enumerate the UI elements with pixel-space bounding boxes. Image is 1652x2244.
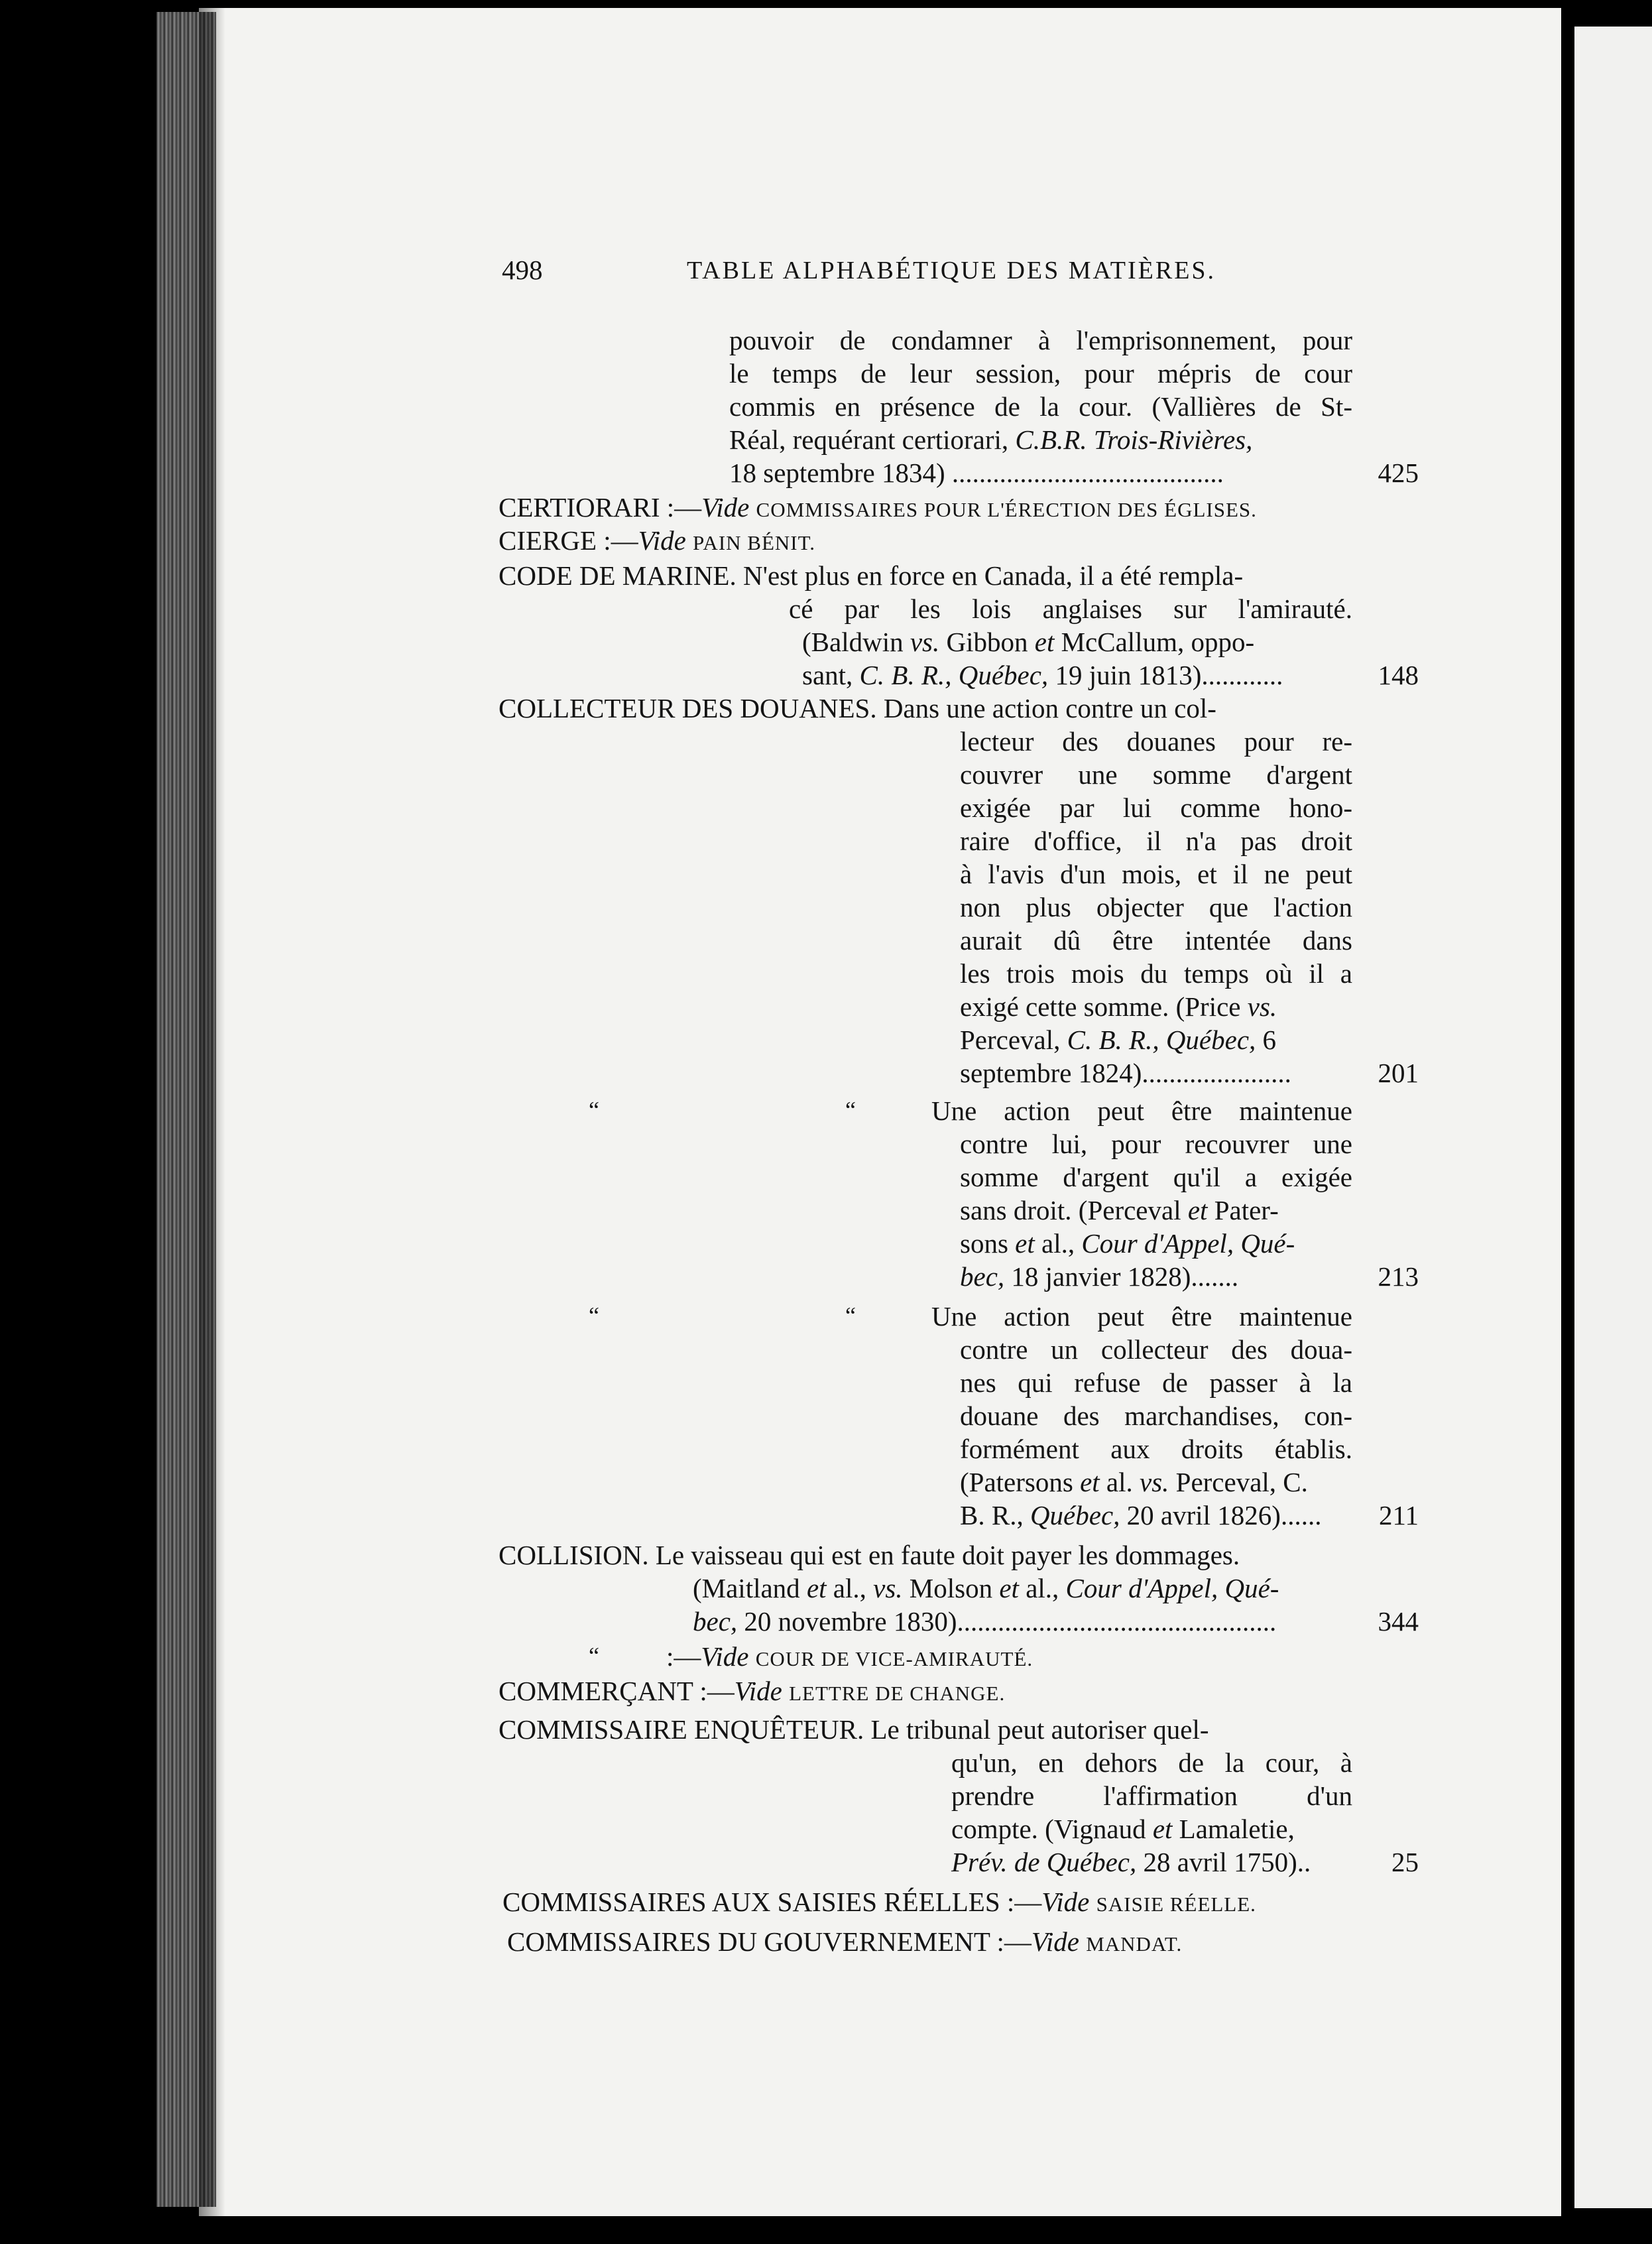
- citation-line: (Patersons et al. vs. Perceval, C.: [960, 1467, 1308, 1497]
- ditto-mark: “: [589, 1302, 599, 1329]
- adjacent-page-edge: [1574, 27, 1652, 2208]
- text-line: lecteur des douanes pour re-: [960, 726, 1352, 757]
- page-reference: 148: [1378, 660, 1419, 690]
- text-line: non plus objecter que l'action: [960, 892, 1352, 922]
- cross-reference-line: :—Vide COUR DE VICE-AMIRAUTÉ.: [666, 1641, 1033, 1672]
- text-line: raire d'office, il n'a pas droit: [960, 826, 1352, 856]
- page-number: 498: [502, 255, 543, 285]
- ditto-mark: “: [589, 1097, 599, 1123]
- citation-line: bec, 18 janvier 1828).......: [960, 1261, 1239, 1292]
- page-reference: 201: [1378, 1058, 1419, 1088]
- index-entry-certiorari: CERTIORARI :—Vide COMMISSAIRES POUR L'ÉRECTION DES ÉGLISES.: [499, 492, 1257, 523]
- text-line: les trois mois du temps où il a: [960, 958, 1352, 989]
- index-entry-cierge: CIERGE :—Vide PAIN BÉNIT.: [499, 525, 815, 556]
- citation-line: sant, C. B. R., Québec, 19 juin 1813)............: [802, 660, 1283, 690]
- page-reference: 25: [1391, 1847, 1419, 1877]
- page-reference: 211: [1379, 1500, 1419, 1530]
- text-line: couvrer une somme d'argent: [960, 759, 1352, 790]
- citation-line: Réal, requérant certiorari, C.B.R. Trois-Rivières,: [729, 424, 1253, 455]
- text-line: nes qui refuse de passer à la: [960, 1367, 1352, 1398]
- text-line: formément aux droits établis.: [960, 1434, 1352, 1464]
- text-line: Une action peut être maintenue: [931, 1301, 1352, 1332]
- text-line: à l'avis d'un mois, et il ne peut: [960, 859, 1352, 889]
- text-line: le temps de leur session, pour mépris de cour: [729, 358, 1352, 389]
- text-line: Une action peut être maintenue: [931, 1095, 1352, 1126]
- citation-line: Perceval, C. B. R., Québec, 6: [960, 1025, 1277, 1055]
- page-reference: 344: [1378, 1606, 1419, 1637]
- citation-line: compte. (Vignaud et Lamaletie,: [951, 1814, 1295, 1844]
- ditto-mark: “: [589, 1643, 599, 1669]
- text-line: douane des marchandises, con-: [960, 1401, 1352, 1431]
- page-reference: 213: [1378, 1261, 1419, 1292]
- text-line: aurait dû être intentée dans: [960, 925, 1352, 956]
- index-entry-collision: COLLISION. Le vaisseau qui est en faute doit payer les dommages.: [499, 1540, 1240, 1570]
- index-entry-commercant: COMMERÇANT :—Vide LETTRE DE CHANGE.: [499, 1676, 1006, 1706]
- text-line: contre un collecteur des doua-: [960, 1334, 1352, 1365]
- index-entry-commissaire-enqueteur: COMMISSAIRE ENQUÊTEUR. Le tribunal peut autoriser quel-: [499, 1714, 1209, 1745]
- text-line: qu'un, en dehors de la cour, à: [951, 1747, 1352, 1778]
- index-entry-saisies-reelles: COMMISSAIRES AUX SAISIES RÉELLES :—Vide SAISIE RÉELLE.: [502, 1887, 1256, 1917]
- text-line: commis en présence de la cour. (Vallières de St-: [729, 391, 1352, 422]
- text-line: pouvoir de condamner à l'emprisonnement, pour: [729, 325, 1352, 355]
- citation-line: exigé cette somme. (Price vs.: [960, 991, 1277, 1022]
- citation-line: B. R., Québec, 20 avril 1826)......: [960, 1500, 1322, 1530]
- citation-line: bec, 20 novembre 1830)...............................................: [693, 1606, 1277, 1637]
- citation-line: (Baldwin vs. Gibbon et McCallum, oppo-: [802, 627, 1255, 657]
- text-line: somme d'argent qu'il a exigée: [960, 1162, 1352, 1192]
- ditto-mark: “: [845, 1097, 856, 1123]
- ditto-mark: “: [845, 1302, 856, 1329]
- binding-shadow: [199, 8, 225, 2216]
- page-gutter: [1561, 0, 1574, 2244]
- index-entry-gouvernement: COMMISSAIRES DU GOUVERNEMENT :—Vide MANDAT.: [507, 1926, 1183, 1957]
- page-reference: 425: [1378, 458, 1419, 488]
- text-line: contre lui, pour recouvrer une: [960, 1129, 1352, 1159]
- text-line: cé par les lois anglaises sur l'amirauté.: [789, 593, 1352, 624]
- citation-line: Prév. de Québec, 28 avril 1750)..: [951, 1847, 1311, 1877]
- text-line: prendre l'affirmation d'un: [951, 1780, 1352, 1811]
- index-entry-code-de-marine: CODE DE MARINE. N'est plus en force en Canada, il a été rempla-: [499, 560, 1244, 591]
- citation-line: (Maitland et al., vs. Molson et al., Cour d'Appel, Qué-: [693, 1573, 1279, 1603]
- text-line: exigée par lui comme hono-: [960, 792, 1352, 823]
- text-line: septembre 1824)......................: [960, 1058, 1291, 1088]
- citation-line: sons et al., Cour d'Appel, Qué-: [960, 1228, 1295, 1259]
- citation-line: sans droit. (Perceval et Pater-: [960, 1195, 1279, 1225]
- running-title: TABLE ALPHABÉTIQUE DES MATIÈRES.: [687, 257, 1216, 284]
- index-entry-collecteur: COLLECTEUR DES DOUANES. Dans une action contre un col-: [499, 693, 1216, 723]
- text-line: 18 septembre 1834) ........................................: [729, 458, 1224, 488]
